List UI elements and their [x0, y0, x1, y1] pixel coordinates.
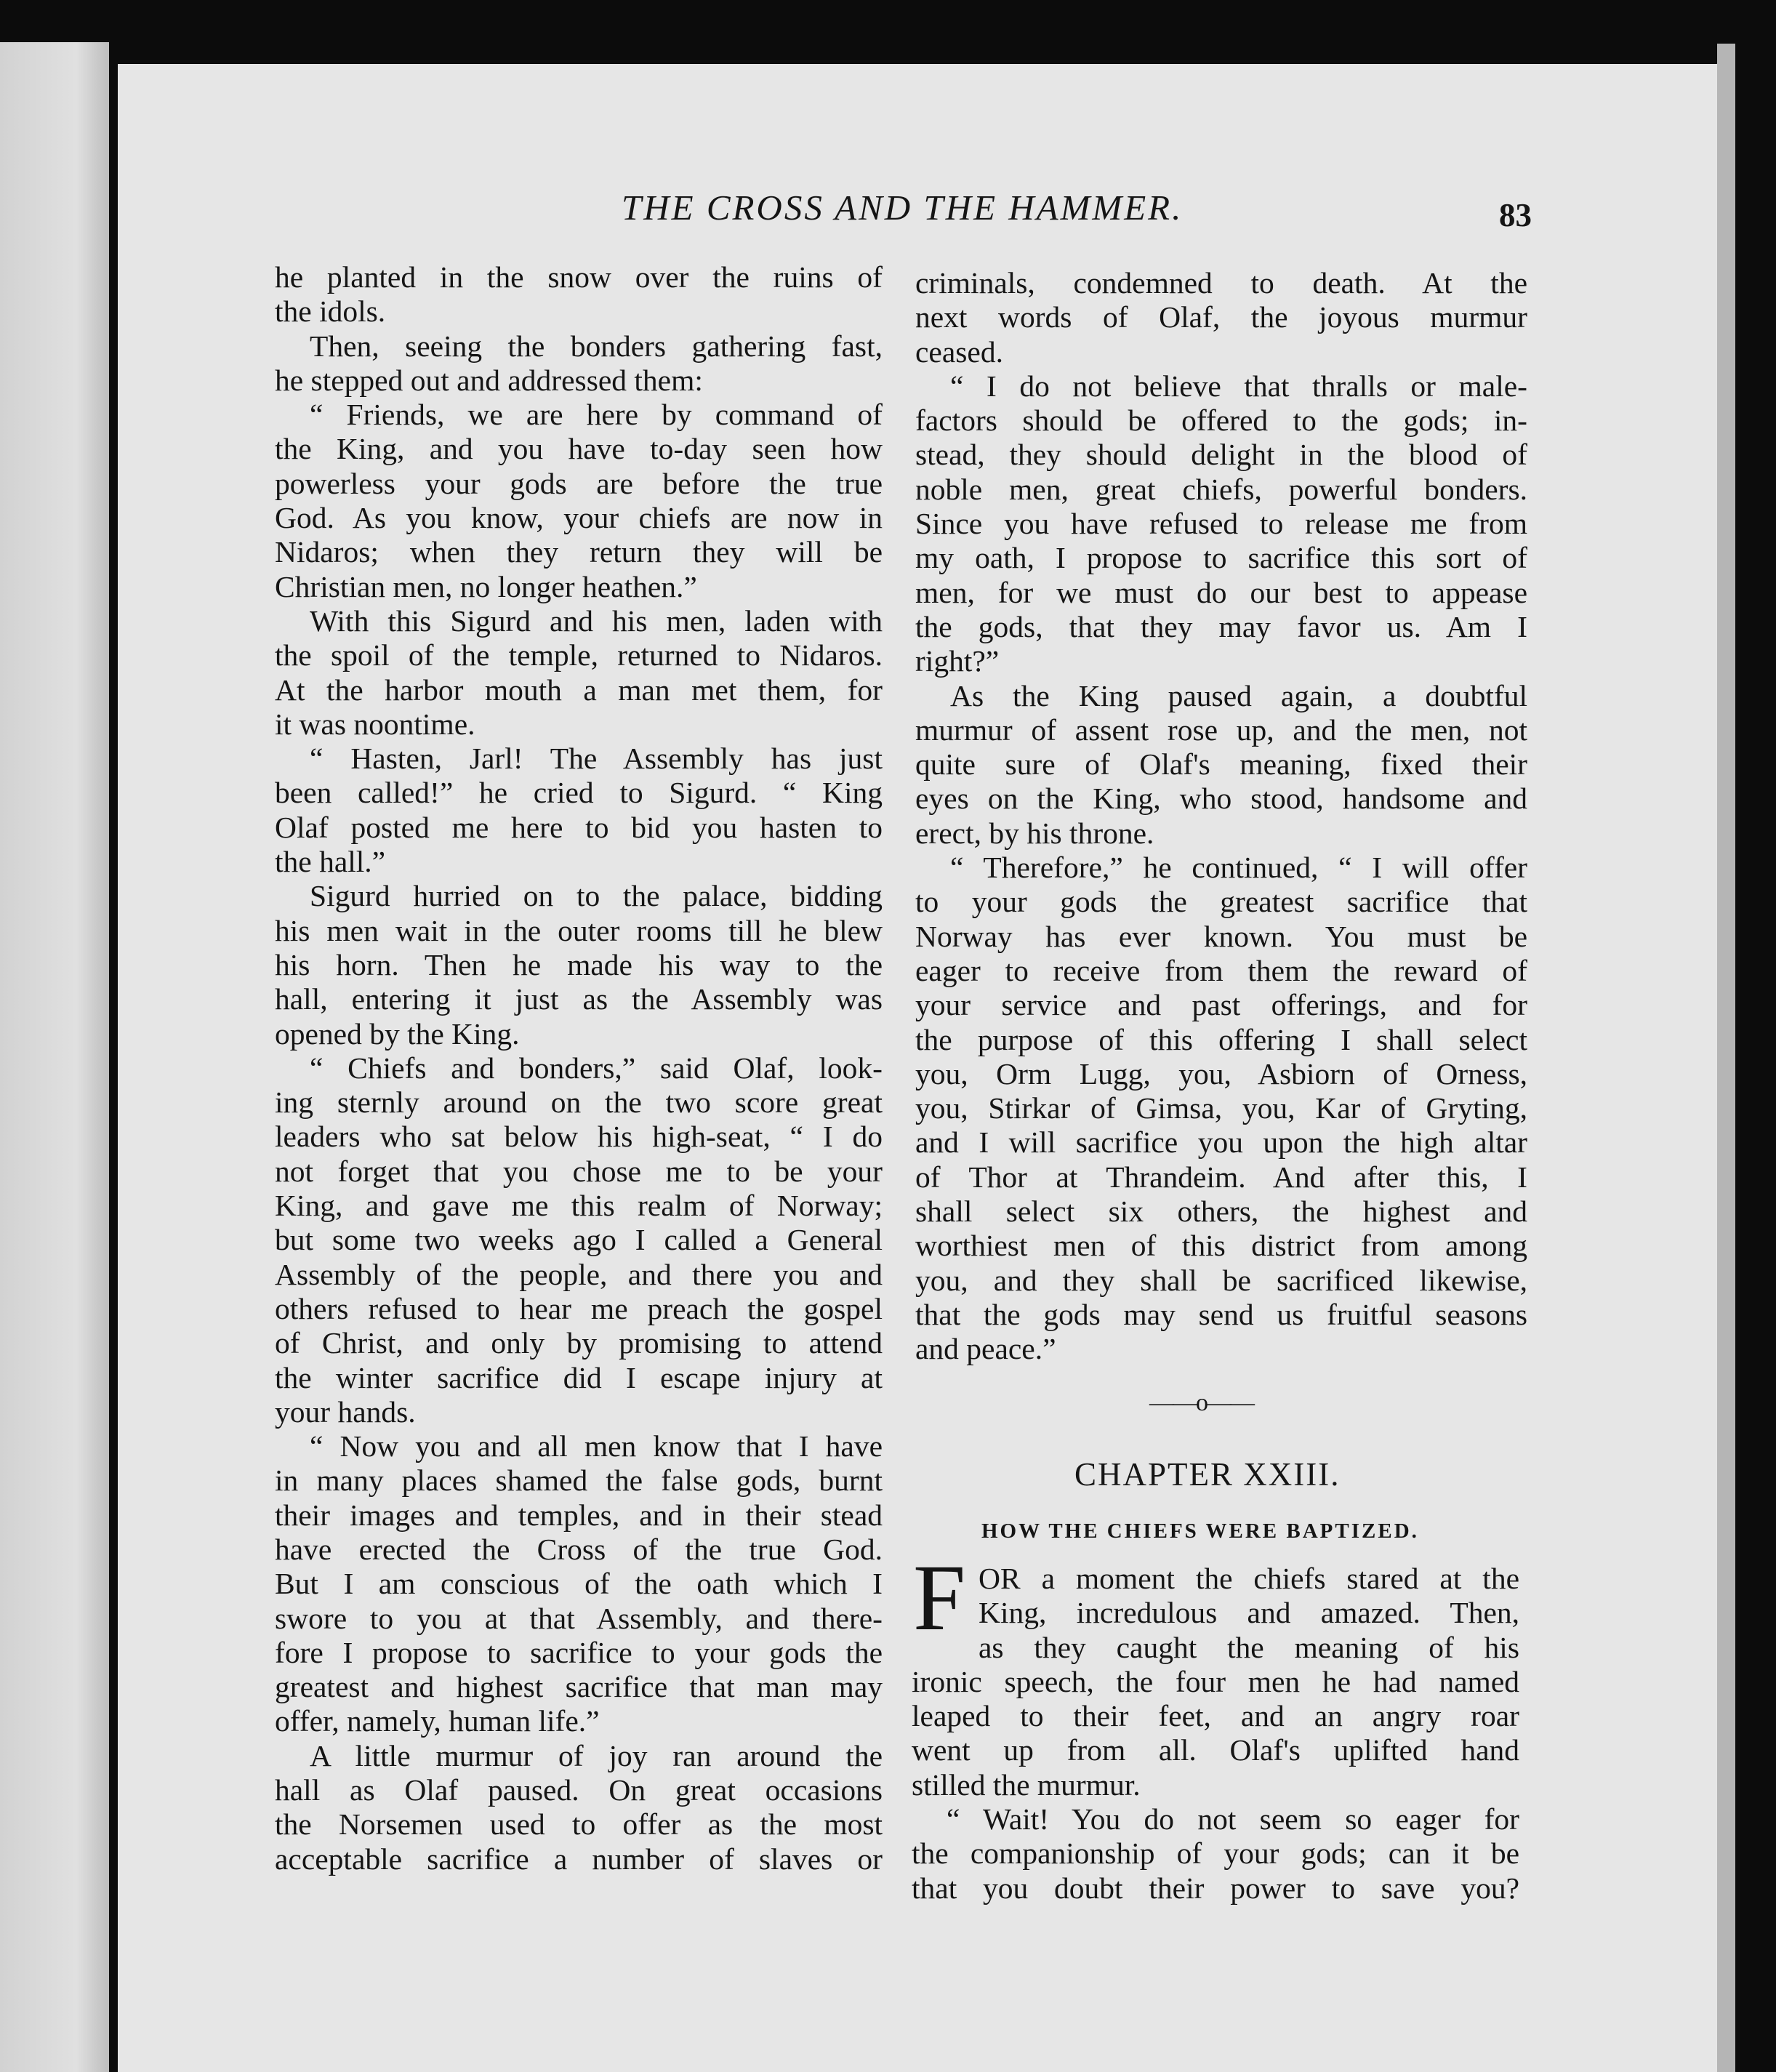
- text-line: ironic speech, the four men he had named: [912, 1664, 1519, 1698]
- text-line: With this Sigurd and his men, laden with: [310, 603, 883, 638]
- page-edge: [1717, 44, 1735, 2072]
- text-line: and I will sacrifice you upon the high altar: [915, 1125, 1527, 1160]
- text-line: murmur of assent rose up, and the men, not: [915, 712, 1527, 747]
- text-line: “ Friends, we are here by command of: [310, 398, 883, 432]
- text-line: the gods, that they may favor us. Am I: [915, 609, 1527, 643]
- text-line: “ Hasten, Jarl! The Assembly has just: [310, 742, 883, 776]
- text-line: worthiest men of this district from among: [915, 1229, 1527, 1263]
- text-line: your service and past offerings, and for: [915, 988, 1527, 1022]
- text-line: as they caught the meaning of his: [979, 1630, 1519, 1664]
- chapter-heading: CHAPTER XXIII.: [1074, 1456, 1341, 1493]
- left-column: [275, 260, 883, 1876]
- section-break: ——o——: [1149, 1389, 1253, 1416]
- text-line: to your gods the greatest sacrifice that: [915, 885, 1527, 919]
- text-line: that you doubt their power to save you?: [912, 1871, 1519, 1905]
- text-line: Assembly of the people, and there you and: [275, 1257, 883, 1291]
- text-line: ing sternly around on the two score great: [275, 1085, 883, 1120]
- text-line: Christian men, no longer heathen.”: [275, 569, 697, 603]
- text-line: powerless your gods are before the true: [275, 466, 883, 500]
- right-column-top: [915, 266, 1527, 1367]
- text-line: “ Now you and all men know that I have: [310, 1429, 883, 1463]
- drop-cap: F: [913, 1546, 966, 1650]
- text-line: God. As you know, your chiefs are now in: [275, 501, 883, 535]
- text-line: fore I propose to sacrifice to your gods the: [275, 1635, 883, 1669]
- text-line: eyes on the King, who stood, handsome and: [915, 782, 1527, 816]
- text-line: others refused to hear me preach the gospel: [275, 1291, 883, 1325]
- text-line: shall select six others, the highest and: [915, 1194, 1527, 1229]
- text-line: swore to you at that Assembly, and there-: [275, 1601, 883, 1635]
- text-line: the spoil of the temple, returned to Nidaros.: [275, 638, 883, 672]
- text-line: their images and temples, and in their stead: [275, 1498, 883, 1532]
- text-line: stead, they should delight in the blood of: [915, 438, 1527, 472]
- text-line: “ Therefore,” he continued, “ I will offer: [950, 851, 1527, 885]
- text-line: next words of Olaf, the joyous murmur: [915, 300, 1527, 334]
- text-line: you, and they shall be sacrificed likewise,: [915, 1263, 1527, 1297]
- text-line: it was noontime.: [275, 707, 475, 741]
- text-line: the Norsemen used to offer as the most: [275, 1807, 883, 1842]
- text-line: not forget that you chose me to be your: [275, 1154, 883, 1188]
- chapter-subtitle: HOW THE CHIEFS WERE BAPTIZED.: [981, 1519, 1419, 1543]
- text-line: “ Chiefs and bonders,” said Olaf, look-: [310, 1051, 883, 1085]
- text-line: you, Stirkar of Gimsa, you, Kar of Gryting,: [915, 1091, 1527, 1125]
- text-line: ceased.: [915, 334, 1003, 369]
- text-line: Norway has ever known. You must be: [915, 919, 1527, 953]
- text-line: men, for we must do our best to appease: [915, 575, 1527, 609]
- text-line: the winter sacrifice did I escape injury at: [275, 1360, 883, 1394]
- text-line: OR a moment the chiefs stared at the: [979, 1562, 1519, 1595]
- right-column-bottom: [912, 1562, 1519, 1906]
- text-line: But I am conscious of the oath which I: [275, 1567, 883, 1601]
- text-line: you, Orm Lugg, you, Asbiorn of Orness,: [915, 1056, 1527, 1091]
- text-line: erect, by his throne.: [915, 816, 1154, 850]
- text-line: but some two weeks ago I called a General: [275, 1223, 883, 1257]
- text-line: the companionship of your gods; can it be: [912, 1836, 1519, 1871]
- text-line: the King, and you have to-day seen how: [275, 432, 883, 466]
- text-line: “ Wait! You do not seem so eager for: [947, 1802, 1519, 1836]
- text-line: factors should be offered to the gods; in-: [915, 403, 1527, 438]
- text-line: he planted in the snow over the ruins of: [275, 260, 883, 294]
- text-line: his men wait in the outer rooms till he blew: [275, 913, 883, 947]
- text-line: my oath, I propose to sacrifice this sort of: [915, 541, 1527, 575]
- text-line: stilled the murmur.: [912, 1767, 1141, 1802]
- text-line: quite sure of Olaf's meaning, fixed their: [915, 747, 1527, 782]
- text-line: and peace.”: [915, 1332, 1056, 1366]
- text-line: the hall.”: [275, 845, 386, 879]
- text-line: acceptable sacrifice a number of slaves or: [275, 1842, 883, 1876]
- text-line: hall as Olaf paused. On great occasions: [275, 1773, 883, 1807]
- text-line: greatest and highest sacrifice that man may: [275, 1670, 883, 1704]
- text-line: A little murmur of joy ran around the: [310, 1738, 883, 1772]
- text-line: King, and gave me this realm of Norway;: [275, 1189, 883, 1223]
- text-line: leaped to their feet, and an angry roar: [912, 1699, 1519, 1733]
- text-line: his horn. Then he made his way to the: [275, 947, 883, 981]
- adjacent-page-edge: [0, 42, 109, 2072]
- text-line: right?”: [915, 644, 1000, 678]
- text-line: of Thor at Thrandeim. And after this, I: [915, 1160, 1527, 1194]
- text-line: the purpose of this offering I shall select: [915, 1022, 1527, 1056]
- text-line: your hands.: [275, 1394, 416, 1429]
- text-line: noble men, great chiefs, powerful bonders.: [915, 472, 1527, 506]
- text-line: in many places shamed the false gods, burnt: [275, 1463, 883, 1498]
- page-number: 83: [1499, 197, 1532, 233]
- text-line: the idols.: [275, 294, 386, 329]
- text-line: of Christ, and only by promising to attend: [275, 1326, 883, 1360]
- text-line: Olaf posted me here to bid you hasten to: [275, 810, 883, 844]
- text-line: Nidaros; when they return they will be: [275, 535, 883, 569]
- text-line: At the harbor mouth a man met them, for: [275, 672, 883, 707]
- text-line: offer, namely, human life.”: [275, 1704, 600, 1738]
- text-line: went up from all. Olaf's uplifted hand: [912, 1733, 1519, 1767]
- text-line: Sigurd hurried on to the palace, bidding: [310, 879, 883, 913]
- text-line: Then, seeing the bonders gathering fast,: [310, 329, 883, 363]
- text-line: hall, entering it just as the Assembly was: [275, 982, 883, 1016]
- running-title: THE CROSS AND THE HAMMER.: [622, 188, 1184, 228]
- text-line: that the gods may send us fruitful seasons: [915, 1297, 1527, 1331]
- text-line: As the King paused again, a doubtful: [950, 678, 1527, 712]
- text-line: Since you have refused to release me from: [915, 507, 1527, 541]
- text-line: have erected the Cross of the true God.: [275, 1532, 883, 1566]
- text-line: “ I do not believe that thralls or male-: [950, 369, 1527, 403]
- text-line: King, incredulous and amazed. Then,: [979, 1596, 1519, 1630]
- text-line: eager to receive from them the reward of: [915, 953, 1527, 987]
- text-line: he stepped out and addressed them:: [275, 363, 703, 397]
- text-line: opened by the King.: [275, 1016, 520, 1051]
- text-line: criminals, condemned to death. At the: [915, 266, 1527, 300]
- text-line: leaders who sat below his high-seat, “ I do: [275, 1120, 883, 1154]
- text-line: been called!” he cried to Sigurd. “ King: [275, 776, 883, 810]
